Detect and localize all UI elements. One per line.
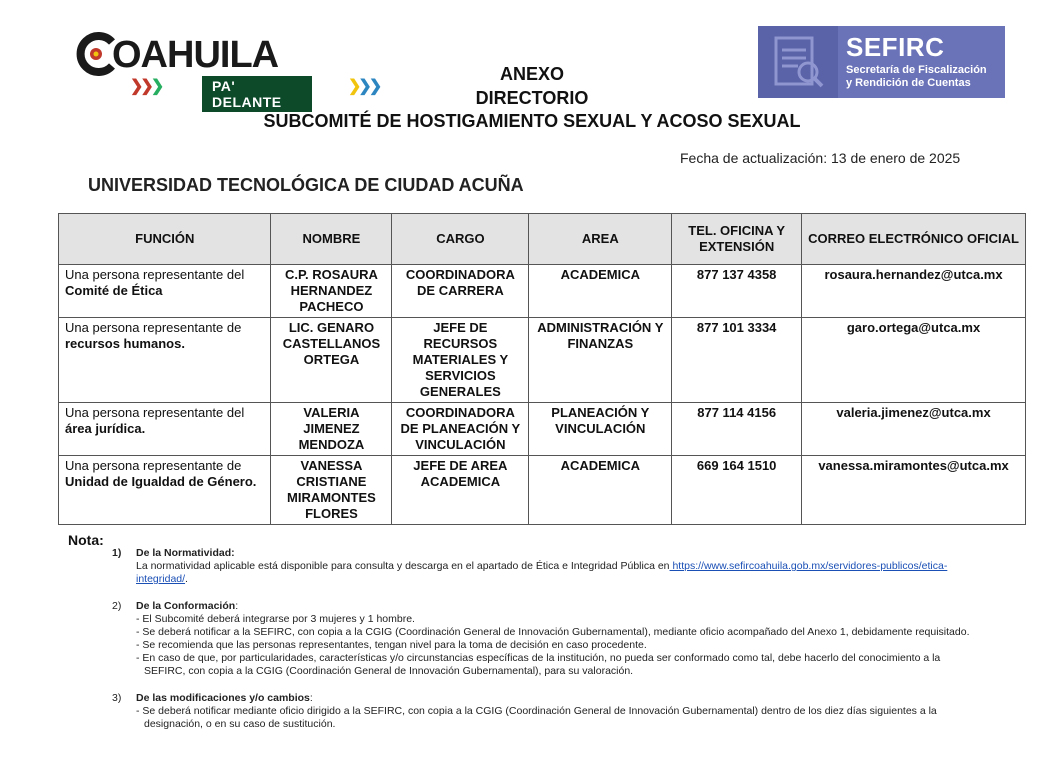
table-row — [59, 318, 1026, 403]
note-title: De la Conformación — [136, 600, 236, 612]
cell-correo: vanessa.miramontes@utca.mx — [802, 456, 1026, 525]
funcion-bold: área jurídica. — [65, 421, 146, 436]
note-modificaciones — [112, 692, 992, 731]
cell-nombre: LIC. GENARO CASTELLANOS ORTEGA — [271, 318, 392, 403]
note-line: - En caso de que, por particularidades, características y/o circunstancias específicas de la institución, no pueda ser conformado como tal, debe hacerlo del conocimiento a la — [136, 652, 941, 664]
note-text — [136, 560, 992, 586]
header-nombre: NOMBRE — [271, 214, 392, 265]
note-line: - Se deberá notificar a la SEFIRC, con copia a la CGIG (Coordinación General de Innovación Gubernamental), mediante oficio acompañado del Anexo 1, debidamente requisitado. — [136, 626, 970, 638]
cell-funcion — [59, 265, 271, 318]
header-funcion: FUNCIÓN — [59, 214, 271, 265]
cell-tel: 877 137 4358 — [672, 265, 802, 318]
note-number: 2) — [112, 600, 122, 612]
funcion-bold: Unidad de Igualdad de Género. — [65, 474, 257, 489]
cell-nombre: VANESSA CRISTIANE MIRAMONTES FLORES — [271, 456, 392, 525]
sefirc-subtitle-1: Secretaría de Fiscalización — [846, 64, 987, 76]
header-cargo: CARGO — [392, 214, 529, 265]
note-number: 1) — [112, 547, 122, 559]
cell-cargo: JEFE DE RECURSOS MATERIALES Y SERVICIOS GENERALES — [392, 318, 529, 403]
table-row — [59, 265, 1026, 318]
coahuila-slogan: PA' DELANTE — [202, 76, 312, 112]
sefirc-subtitle-2: y Rendición de Cuentas — [846, 77, 971, 89]
header-tel: TEL. OFICINA Y EXTENSIÓN — [672, 214, 802, 265]
cell-tel: 877 101 3334 — [672, 318, 802, 403]
nota-title: Nota: — [68, 532, 104, 548]
table-row — [59, 403, 1026, 456]
note-title-end: : — [235, 600, 239, 612]
arrows-right-icon: ❯❯❯ — [348, 78, 380, 95]
update-date: Fecha de actualización: 13 de enero de 2025 — [680, 150, 961, 166]
cell-correo: valeria.jimenez@utca.mx — [802, 403, 1026, 456]
note-line: - Se deberá notificar mediante oficio dirigido a la SEFIRC, con copia a la CGIG (Coordinación General de Innovación Gubernamental) dentro de los diez días siguientes a la — [136, 705, 937, 717]
cell-tel: 877 114 4156 — [672, 403, 802, 456]
note-line: SEFIRC, con copia a la CGIG (Coordinación General de Innovación Gubernamental), para su valoración. — [144, 665, 634, 677]
sefirc-name: SEFIRC — [846, 32, 945, 62]
cell-tel: 669 164 1510 — [672, 456, 802, 525]
heading-directorio: DIRECTORIO — [475, 88, 589, 108]
cell-area: ACADEMICA — [529, 456, 672, 525]
cell-correo: rosaura.hernandez@utca.mx — [802, 265, 1026, 318]
note-line: - Se recomienda que las personas representantes, tengan nivel para la toma de decisión en caso procedente. — [136, 639, 647, 651]
cell-correo: garo.ortega@utca.mx — [802, 318, 1026, 403]
note-text-body: La normatividad aplicable está disponible para consulta y descarga en el apartado de Ética e Integridad Pública en — [136, 560, 670, 572]
etica-integridad-link[interactable]: https://www.sefircoahuila.gob.mx/servidores-publicos/etica-integridad/ — [136, 560, 948, 585]
note-text-end: . — [185, 573, 188, 585]
table-header-row — [59, 214, 1026, 265]
cell-cargo: JEFE DE AREA ACADEMICA — [392, 456, 529, 525]
cell-nombre: C.P. ROSAURA HERNANDEZ PACHECO — [271, 265, 392, 318]
directory-table — [58, 213, 1026, 525]
cell-nombre: VALERIA JIMENEZ MENDOZA — [271, 403, 392, 456]
cell-funcion — [59, 456, 271, 525]
note-title: De la Normatividad: — [136, 547, 235, 559]
cell-cargo: COORDINADORA DE CARRERA — [392, 265, 529, 318]
funcion-bold: recursos humanos. — [65, 336, 185, 351]
header-correo: CORREO ELECTRÓNICO OFICIAL — [802, 214, 1026, 265]
university-name: UNIVERSIDAD TECNOLÓGICA DE CIUDAD ACUÑA — [88, 175, 524, 195]
cell-area: PLANEACIÓN Y VINCULACIÓN — [529, 403, 672, 456]
cell-area: ADMINISTRACIÓN Y FINANZAS — [529, 318, 672, 403]
cell-area: ACADEMICA — [529, 265, 672, 318]
cell-funcion — [59, 403, 271, 456]
funcion-prefix: Una persona representante de — [65, 320, 242, 335]
coahuila-wordmark: OAHUILA — [112, 34, 279, 76]
note-line: designación, o en su caso de sustitución. — [144, 718, 336, 730]
funcion-bold: Comité de Ética — [65, 283, 163, 298]
arrows-left-icon: ❯❯❯ — [130, 78, 162, 95]
note-number: 3) — [112, 692, 122, 704]
funcion-prefix: Una persona representante de — [65, 458, 242, 473]
funcion-prefix: Una persona representante del — [65, 267, 245, 282]
heading-subcomite: SUBCOMITÉ DE HOSTIGAMIENTO SEXUAL Y ACOSO SEXUAL — [263, 111, 801, 131]
note-title-end: : — [309, 692, 313, 704]
cell-funcion — [59, 318, 271, 403]
note-conformacion — [112, 600, 992, 678]
cell-cargo: COORDINADORA DE PLANEACIÓN Y VINCULACIÓN — [392, 403, 529, 456]
table-row — [59, 456, 1026, 525]
note-normatividad — [112, 547, 992, 586]
header-area: AREA — [529, 214, 672, 265]
note-line: - El Subcomité deberá integrarse por 3 mujeres y 1 hombre. — [136, 613, 415, 625]
note-title: De las modificaciones y/o cambios — [136, 692, 310, 704]
heading-anexo: ANEXO — [499, 64, 564, 84]
funcion-prefix: Una persona representante del — [65, 405, 245, 420]
